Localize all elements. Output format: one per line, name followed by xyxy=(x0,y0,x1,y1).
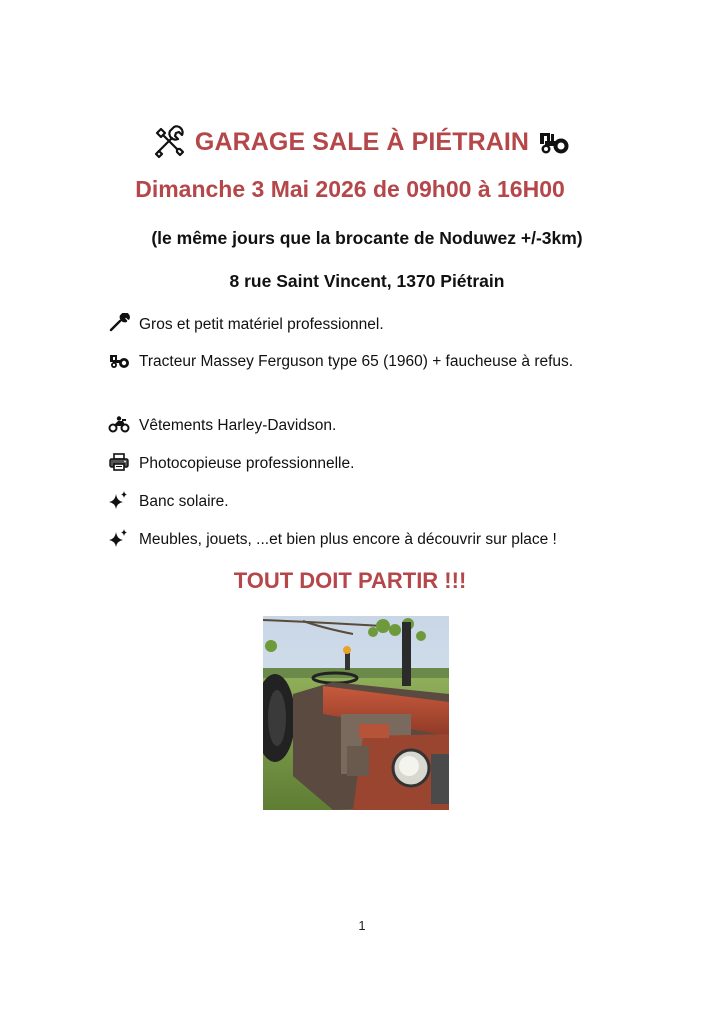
list-item xyxy=(108,451,608,477)
event-subtitle: (le même jours que la brocante de Noduwez +/-3km) xyxy=(151,228,583,248)
event-address: 8 rue Saint Vincent, 1370 Piétrain xyxy=(229,271,505,291)
item-text: Meubles, jouets, ...et bien plus encore à découvrir sur place ! xyxy=(139,531,557,548)
title-row xyxy=(0,122,724,162)
sparkles-icon xyxy=(108,528,130,548)
list-item xyxy=(108,413,608,439)
list-item xyxy=(108,489,608,515)
tractor-icon xyxy=(537,125,571,159)
tractor-icon xyxy=(108,350,130,370)
printer-icon xyxy=(108,452,130,472)
item-text: Photocopieuse professionnelle. xyxy=(139,455,355,472)
page-title: GARAGE SALE À PIÉTRAIN xyxy=(194,127,530,156)
item-text: Banc solaire. xyxy=(139,493,229,510)
call-to-action: TOUT DOIT PARTIR !!! xyxy=(233,568,467,593)
list-item xyxy=(108,349,588,375)
item-text: Tracteur Massey Ferguson type 65 (1960) + faucheuse à refus. xyxy=(139,353,574,370)
list-item xyxy=(108,312,608,338)
item-text: Gros et petit matériel professionnel. xyxy=(139,316,384,333)
wrench-icon xyxy=(108,313,130,333)
item-text: Vêtements Harley-Davidson. xyxy=(139,417,337,434)
event-date: Dimanche 3 Mai 2026 de 09h00 à 16H00 xyxy=(135,176,565,202)
sparkles-icon xyxy=(108,490,130,510)
list-item xyxy=(108,527,628,553)
motorcycle-icon xyxy=(108,414,130,434)
tractor-photo xyxy=(263,616,449,810)
tools-icon xyxy=(153,125,187,159)
page-number: 1 xyxy=(358,918,366,933)
